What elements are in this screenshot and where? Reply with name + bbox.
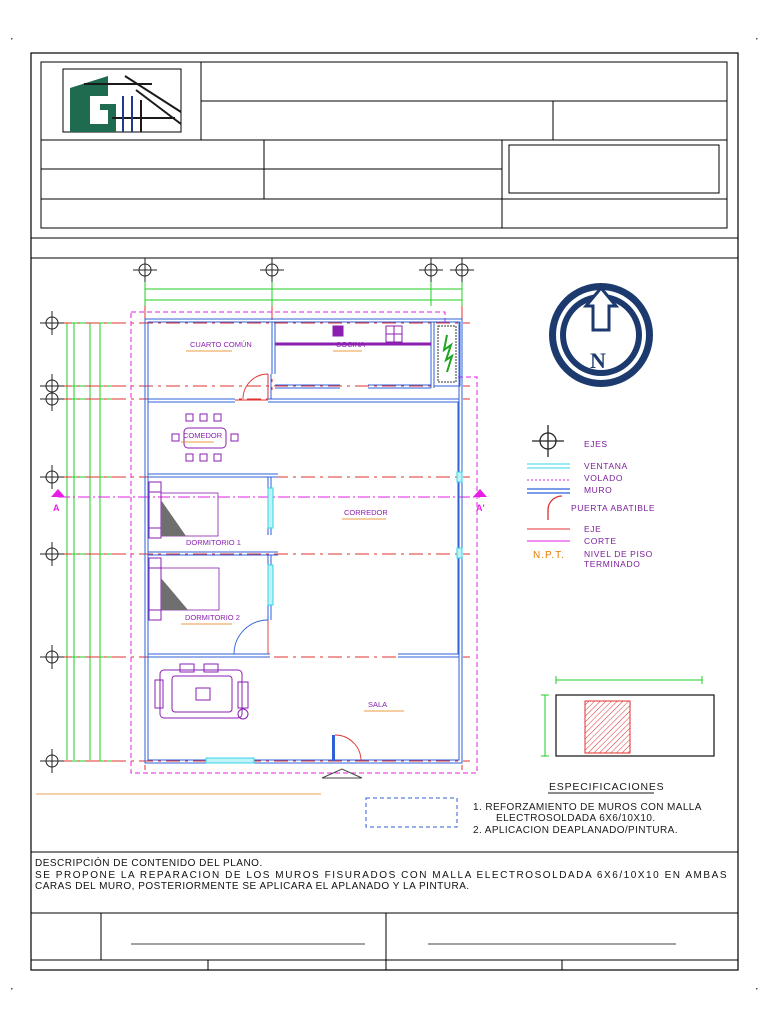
windows bbox=[206, 472, 462, 763]
description-line-2: CARAS DEL MURO, POSTERIORMENTE SE APLICARA EL APLANADO Y LA PINTURA. bbox=[35, 881, 470, 892]
planter bbox=[434, 322, 460, 386]
legend-npt-line2: TERMINADO bbox=[584, 559, 641, 569]
mesh-detail bbox=[541, 676, 714, 756]
bed-dormitorio-1 bbox=[149, 482, 218, 538]
legend-volado: VOLADO bbox=[584, 473, 624, 483]
section-mark-right: A' bbox=[476, 503, 485, 513]
legend-ejes: EJES bbox=[584, 439, 608, 449]
room-label-dormitorio-2: DORMITORIO 2 bbox=[185, 613, 240, 622]
room-label-sala: SALA bbox=[368, 700, 388, 709]
legend-eje: EJE bbox=[584, 524, 602, 534]
legend-corte: CORTE bbox=[584, 536, 617, 546]
volado-outline bbox=[131, 312, 477, 773]
legend-muro: MURO bbox=[584, 485, 613, 495]
living-room-furniture bbox=[155, 664, 248, 719]
legend-npt-line1: NIVEL DE PISO bbox=[584, 549, 653, 559]
spec-item-2: 2. APLICACION DEAPLANADO/PINTURA. bbox=[473, 825, 678, 836]
room-label-comedor: COMEDOR bbox=[183, 431, 223, 440]
title-block bbox=[41, 62, 727, 228]
room-label-cuarto-comun: CUARTO COMÚN bbox=[190, 340, 252, 349]
swing-doors bbox=[234, 374, 361, 761]
room-label-dormitorio-1: DORMITORIO 1 bbox=[186, 538, 241, 547]
specifications bbox=[366, 781, 702, 836]
description-title: DESCRIPCIÓN DE CONTENIDO DEL PLANO. bbox=[35, 858, 263, 869]
plan-description bbox=[35, 856, 727, 892]
legend-ejes-icon bbox=[532, 425, 564, 457]
legend bbox=[527, 425, 655, 569]
spec-item-1-line1: 1. REFORZAMIENTO DE MUROS CON MALLA bbox=[473, 802, 702, 813]
legend-npt-abbr: N.P.T. bbox=[533, 550, 565, 561]
specifications-title: ESPECIFICACIONES bbox=[549, 781, 665, 793]
room-label-cocina: COCINA bbox=[336, 340, 366, 349]
company-logo bbox=[63, 69, 181, 132]
axis-bubbles bbox=[40, 258, 474, 773]
svg-text:N: N bbox=[590, 348, 606, 373]
legend-ventana: VENTANA bbox=[584, 461, 628, 471]
axis-lines bbox=[58, 280, 470, 770]
room-labels bbox=[181, 340, 404, 711]
legend-door-icon bbox=[548, 496, 562, 520]
legend-puerta: PUERTA ABATIBLE bbox=[571, 503, 656, 513]
description-line-1: SE PROPONE LA REPARACION DE LOS MUROS FISURADOS CON MALLA ELECTROSOLDADA 6X6/10X10 EN AMBAS bbox=[35, 870, 728, 881]
room-label-corredor: CORREDOR bbox=[344, 508, 388, 517]
section-mark-left: A bbox=[53, 503, 60, 513]
north-arrow-icon bbox=[549, 283, 653, 387]
mesh-symbol-box bbox=[366, 798, 457, 827]
bed-dormitorio-2 bbox=[149, 558, 219, 620]
spec-item-1-line2: ELECTROSOLDADA 6X6/10X10. bbox=[496, 813, 656, 824]
